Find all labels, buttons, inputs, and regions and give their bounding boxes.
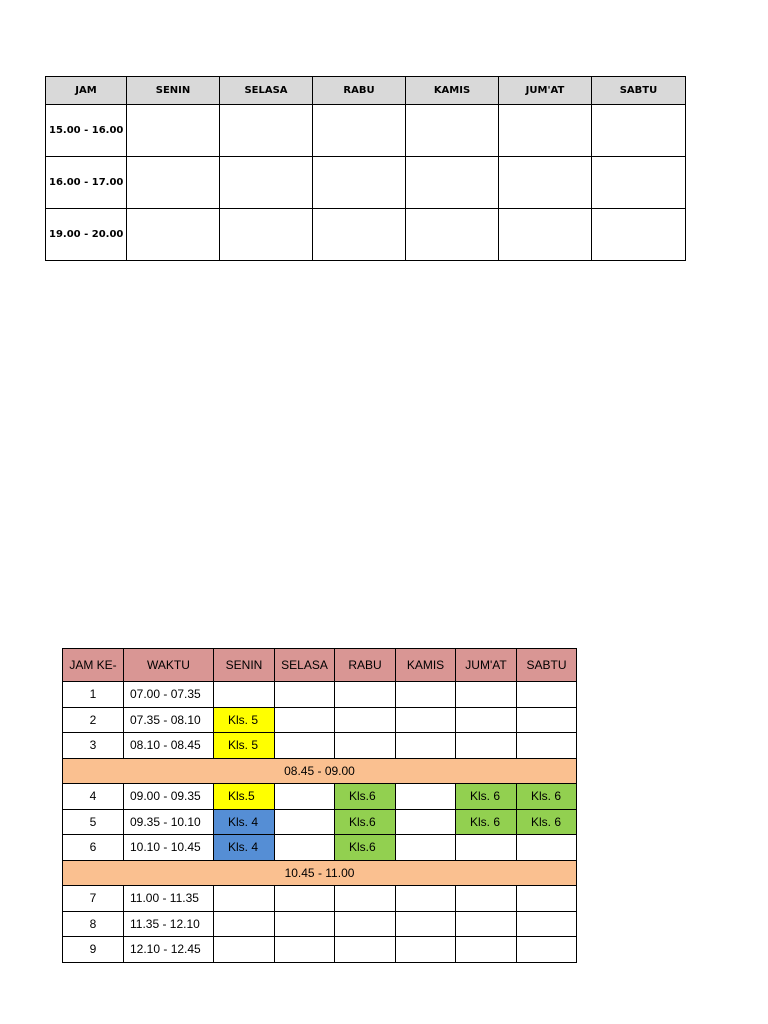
cell bbox=[275, 707, 335, 733]
cell bbox=[396, 937, 456, 963]
table-row bbox=[63, 682, 577, 708]
cell bbox=[456, 835, 517, 861]
break-row bbox=[63, 758, 577, 784]
cell bbox=[406, 157, 499, 209]
cell bbox=[275, 911, 335, 937]
cell bbox=[396, 835, 456, 861]
class-cell-kls5: Kls.5 bbox=[214, 784, 275, 810]
time-cell: 11.00 - 11.35 bbox=[124, 886, 214, 912]
class-cell-kls6: Kls. 6 bbox=[456, 784, 517, 810]
cell bbox=[517, 733, 577, 759]
cell bbox=[214, 886, 275, 912]
cell bbox=[214, 911, 275, 937]
break-time: 10.45 - 11.00 bbox=[63, 860, 577, 886]
cell bbox=[499, 157, 592, 209]
header-selasa: SELASA bbox=[220, 77, 313, 105]
cell bbox=[275, 886, 335, 912]
cell bbox=[406, 105, 499, 157]
cell bbox=[220, 209, 313, 261]
table-header-row bbox=[46, 77, 686, 105]
cell bbox=[335, 886, 396, 912]
cell bbox=[406, 209, 499, 261]
cell bbox=[275, 784, 335, 810]
cell bbox=[396, 707, 456, 733]
cell bbox=[396, 809, 456, 835]
cell bbox=[335, 707, 396, 733]
time-cell: 12.10 - 12.45 bbox=[124, 937, 214, 963]
cell bbox=[396, 784, 456, 810]
time-cell: 19.00 - 20.00 bbox=[46, 209, 127, 261]
period-number: 6 bbox=[63, 835, 124, 861]
cell bbox=[456, 886, 517, 912]
cell bbox=[456, 911, 517, 937]
period-number: 4 bbox=[63, 784, 124, 810]
class-cell-kls6: Kls. 6 bbox=[517, 809, 577, 835]
header-kamis: KAMIS bbox=[406, 77, 499, 105]
table-row bbox=[46, 157, 686, 209]
header-senin: SENIN bbox=[214, 649, 275, 682]
cell bbox=[335, 937, 396, 963]
table-row bbox=[46, 105, 686, 157]
cell bbox=[220, 157, 313, 209]
cell bbox=[313, 157, 406, 209]
table-row bbox=[63, 835, 577, 861]
class-cell-kls6: Kls.6 bbox=[335, 835, 396, 861]
cell bbox=[396, 682, 456, 708]
header-rabu: RABU bbox=[313, 77, 406, 105]
class-cell-kls6: Kls.6 bbox=[335, 809, 396, 835]
period-number: 3 bbox=[63, 733, 124, 759]
cell bbox=[517, 835, 577, 861]
cell bbox=[499, 209, 592, 261]
cell bbox=[275, 937, 335, 963]
cell bbox=[335, 733, 396, 759]
time-cell: 16.00 - 17.00 bbox=[46, 157, 127, 209]
time-cell: 10.10 - 10.45 bbox=[124, 835, 214, 861]
time-cell: 09.35 - 10.10 bbox=[124, 809, 214, 835]
class-cell-kls5: Kls. 5 bbox=[214, 733, 275, 759]
break-row bbox=[63, 860, 577, 886]
class-cell-kls4: Kls. 4 bbox=[214, 835, 275, 861]
cell bbox=[220, 105, 313, 157]
cell bbox=[335, 682, 396, 708]
cell bbox=[214, 937, 275, 963]
cell bbox=[275, 809, 335, 835]
class-cell-kls6: Kls. 6 bbox=[456, 809, 517, 835]
break-time: 08.45 - 09.00 bbox=[63, 758, 577, 784]
cell bbox=[396, 911, 456, 937]
class-cell-kls5: Kls. 5 bbox=[214, 707, 275, 733]
header-sabtu: SABTU bbox=[517, 649, 577, 682]
cell bbox=[396, 733, 456, 759]
cell bbox=[127, 157, 220, 209]
schedule-table-afternoon bbox=[45, 76, 686, 261]
table-row bbox=[46, 209, 686, 261]
table-row bbox=[63, 886, 577, 912]
cell bbox=[517, 682, 577, 708]
cell bbox=[275, 835, 335, 861]
table-row bbox=[63, 937, 577, 963]
period-number: 5 bbox=[63, 809, 124, 835]
cell bbox=[313, 105, 406, 157]
cell bbox=[275, 733, 335, 759]
header-jumat: JUM'AT bbox=[456, 649, 517, 682]
period-number: 2 bbox=[63, 707, 124, 733]
period-number: 7 bbox=[63, 886, 124, 912]
header-senin: SENIN bbox=[127, 77, 220, 105]
cell bbox=[456, 733, 517, 759]
cell bbox=[313, 209, 406, 261]
period-number: 1 bbox=[63, 682, 124, 708]
header-jumat: JUM'AT bbox=[499, 77, 592, 105]
cell bbox=[396, 886, 456, 912]
header-kamis: KAMIS bbox=[396, 649, 456, 682]
class-cell-kls6: Kls.6 bbox=[335, 784, 396, 810]
time-cell: 15.00 - 16.00 bbox=[46, 105, 127, 157]
cell bbox=[456, 707, 517, 733]
header-jam-ke: JAM KE- bbox=[63, 649, 124, 682]
header-selasa: SELASA bbox=[275, 649, 335, 682]
table-row bbox=[63, 707, 577, 733]
period-number: 8 bbox=[63, 911, 124, 937]
schedule-table-morning bbox=[62, 648, 577, 963]
class-cell-kls4: Kls. 4 bbox=[214, 809, 275, 835]
period-number: 9 bbox=[63, 937, 124, 963]
cell bbox=[517, 886, 577, 912]
time-cell: 11.35 - 12.10 bbox=[124, 911, 214, 937]
cell bbox=[517, 937, 577, 963]
cell bbox=[499, 105, 592, 157]
cell bbox=[592, 105, 686, 157]
cell bbox=[456, 682, 517, 708]
time-cell: 07.35 - 08.10 bbox=[124, 707, 214, 733]
time-cell: 08.10 - 08.45 bbox=[124, 733, 214, 759]
cell bbox=[517, 911, 577, 937]
cell bbox=[127, 105, 220, 157]
cell bbox=[275, 682, 335, 708]
cell bbox=[127, 209, 220, 261]
time-cell: 07.00 - 07.35 bbox=[124, 682, 214, 708]
cell bbox=[456, 937, 517, 963]
cell bbox=[517, 707, 577, 733]
cell bbox=[335, 911, 396, 937]
header-sabtu: SABTU bbox=[592, 77, 686, 105]
time-cell: 09.00 - 09.35 bbox=[124, 784, 214, 810]
header-waktu: WAKTU bbox=[124, 649, 214, 682]
table-row bbox=[63, 733, 577, 759]
class-cell-kls6: Kls. 6 bbox=[517, 784, 577, 810]
table-header-row bbox=[63, 649, 577, 682]
table-row bbox=[63, 809, 577, 835]
table-row bbox=[63, 911, 577, 937]
table-row bbox=[63, 784, 577, 810]
cell bbox=[592, 209, 686, 261]
cell bbox=[592, 157, 686, 209]
header-rabu: RABU bbox=[335, 649, 396, 682]
header-jam: JAM bbox=[46, 77, 127, 105]
cell bbox=[214, 682, 275, 708]
